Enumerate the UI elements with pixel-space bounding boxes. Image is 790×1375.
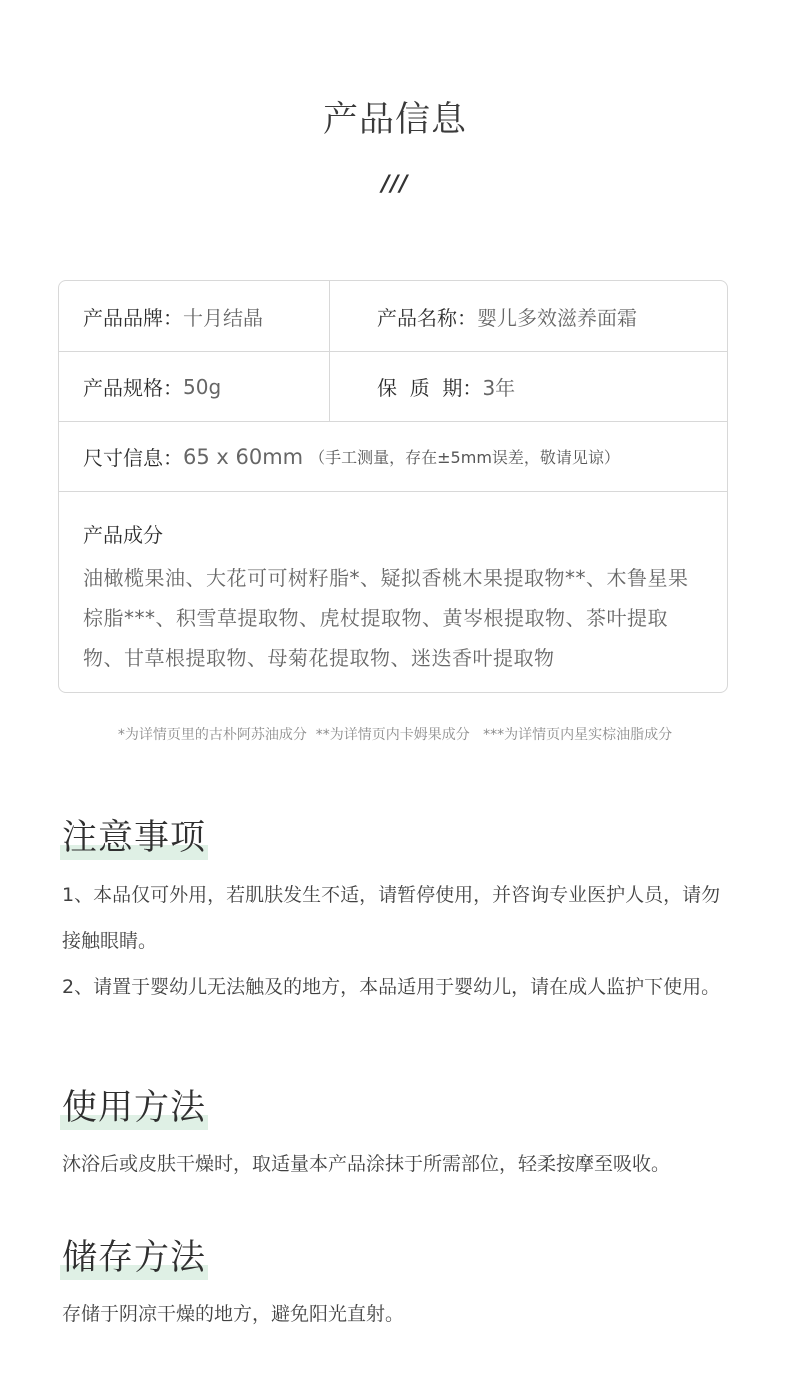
shelf-life-cell (377, 352, 515, 421)
ingredients-footnote: *为详情页里的古朴阿苏油成分 **为详情页内卡姆果成分 ***为详情页内星实棕油脂成分 (117, 727, 673, 743)
precaution-item-1: 1、本品仅可外用，若肌肤发生不适，请暂停使用，并咨询专业医护人员，请勿接触眼睛。 (62, 884, 721, 952)
table-row-spec-shelf (59, 352, 727, 422)
size-cell (83, 422, 620, 491)
table-row-size (59, 422, 727, 492)
usage-text: 沐浴后或皮肤干燥时，取适量本产品涂抹于所需部位，轻柔按摩至吸收。 (62, 1153, 671, 1175)
ingredients-text: 油橄榄果油、大花可可树籽脂*、疑拟香桃木果提取物**、木鲁星果棕脂***、积雪草提取物、虎杖提取物、黄岑根提取物、茶叶提取物、甘草根提取物、母菊花提取物、迷迭香叶提取物 (83, 566, 689, 670)
precautions-heading (62, 816, 206, 860)
size-value: 65 x 60mm (183, 444, 304, 469)
precaution-item-2: 2、请置于婴幼儿无法触及的地方，本品适用于婴幼儿，请在成人监护下使用。 (62, 976, 721, 998)
ingredients-block (83, 519, 703, 678)
product-info-table (58, 280, 728, 693)
product-name-value: 婴儿多效滋养面霜 (477, 305, 637, 330)
precautions-heading-text: 注意事项 (62, 818, 207, 858)
spec-cell (83, 352, 221, 421)
brand-label: 产品品牌： (83, 305, 183, 330)
title-divider: /// (381, 172, 409, 197)
shelf-life-value: 3年 (482, 376, 516, 400)
product-name-label: 产品名称： (377, 305, 477, 330)
ingredients-label: 产品成分 (83, 523, 163, 547)
usage-heading-text: 使用方法 (62, 1088, 207, 1128)
spec-value: 50g (183, 374, 222, 399)
spec-label: 产品规格： (83, 376, 183, 400)
size-note: （手工测量，存在±5mm误差，敬请见谅） (309, 448, 620, 467)
storage-heading (62, 1236, 206, 1280)
brand-value: 十月结晶 (183, 305, 263, 330)
shelf-life-label: 保 质 期： (377, 376, 483, 400)
storage-text: 存储于阴凉干燥的地方，避免阳光直射。 (62, 1303, 405, 1325)
usage-heading (62, 1086, 206, 1130)
storage-heading-text: 储存方法 (62, 1238, 207, 1278)
product-name-cell (377, 281, 637, 351)
size-label: 尺寸信息： (83, 446, 183, 470)
brand-cell (83, 281, 263, 351)
table-row-brand-name (59, 281, 727, 352)
page-title: 产品信息 (322, 100, 467, 140)
